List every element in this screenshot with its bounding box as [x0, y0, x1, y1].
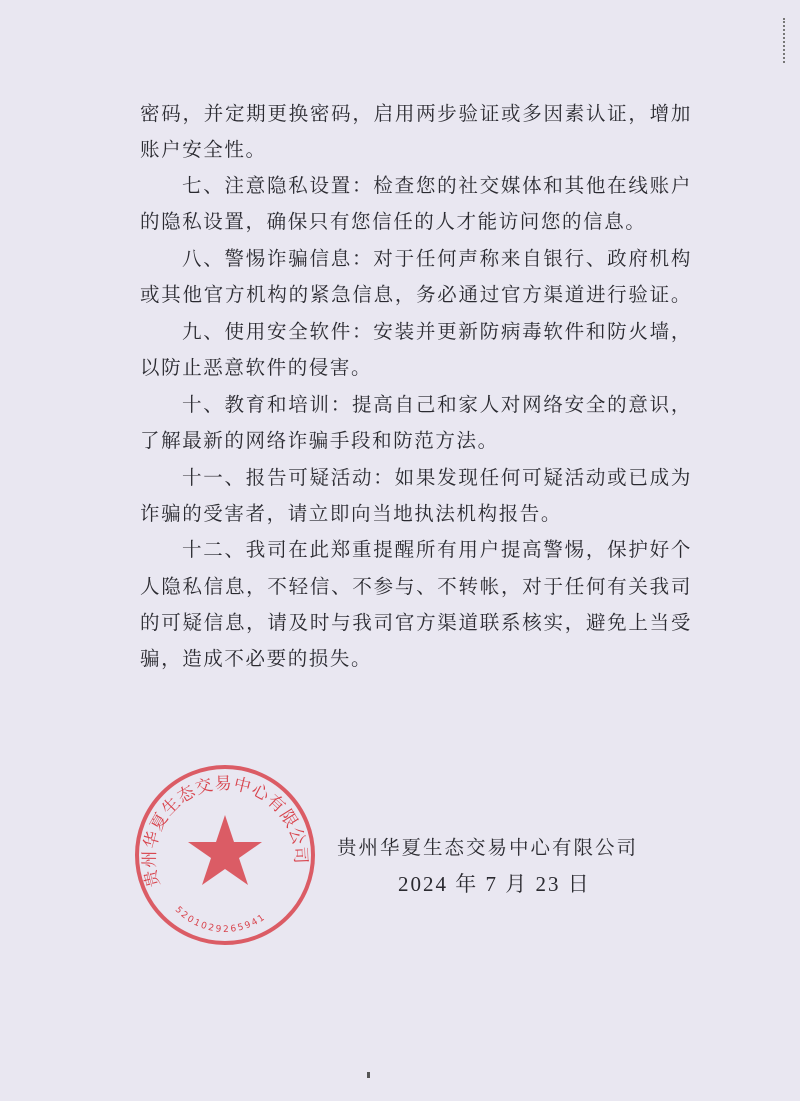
- text-line: 的隐私设置，确保只有您信任的人才能访问您的信息。: [140, 210, 647, 233]
- seal-number: 5201029265941: [172, 904, 269, 935]
- text-line: 密码，并定期更换密码，启用两步验证或多因素认证，增加: [140, 102, 692, 125]
- paragraph-12-line: 十二、我司在此郑重提醒所有用户提高警惕，保护好个: [182, 538, 692, 561]
- scan-speck: [367, 1072, 370, 1078]
- paragraph-9-line: 九、使用安全软件：安装并更新防病毒软件和防火墙，: [182, 320, 692, 343]
- paragraph-11-line: 十一、报告可疑活动：如果发现任何可疑活动或已成为: [182, 466, 692, 489]
- paragraph-7-line: 七、注意隐私设置：检查您的社交媒体和其他在线账户: [182, 174, 692, 197]
- text-line: 骗，造成不必要的损失。: [140, 647, 373, 670]
- text-line: 的可疑信息，请及时与我司官方渠道联系核实，避免上当受: [140, 611, 692, 634]
- paragraph-10-line: 十、教育和培训：提高自己和家人对网络安全的意识，: [182, 393, 692, 416]
- paragraph-8-line: 八、警惕诈骗信息：对于任何声称来自银行、政府机构: [182, 247, 692, 270]
- text-line: 诈骗的受害者，请立即向当地执法机构报告。: [140, 502, 563, 525]
- svg-text:5201029265941: [173, 905, 268, 935]
- text-line: 人隐私信息，不轻信、不参与、不转帐，对于任何有关我司: [140, 575, 692, 598]
- scan-edge-mark: [783, 18, 788, 63]
- text-line: 或其他官方机构的紧急信息，务必通过官方渠道进行验证。: [140, 283, 692, 306]
- signature-date: 2024 年 7 月 23 日: [398, 872, 591, 896]
- seal-text: 贵州华夏生态交易中心有限公司: [139, 773, 311, 890]
- seal-star-icon: [188, 815, 262, 885]
- text-line: 以防止恶意软件的侵害。: [140, 356, 373, 379]
- signature-company: 贵州华夏生态交易中心有限公司: [337, 836, 639, 859]
- text-line: 账户安全性。: [140, 138, 267, 161]
- company-seal: [130, 760, 320, 950]
- text-line: 了解最新的网络诈骗手段和防范方法。: [140, 429, 499, 452]
